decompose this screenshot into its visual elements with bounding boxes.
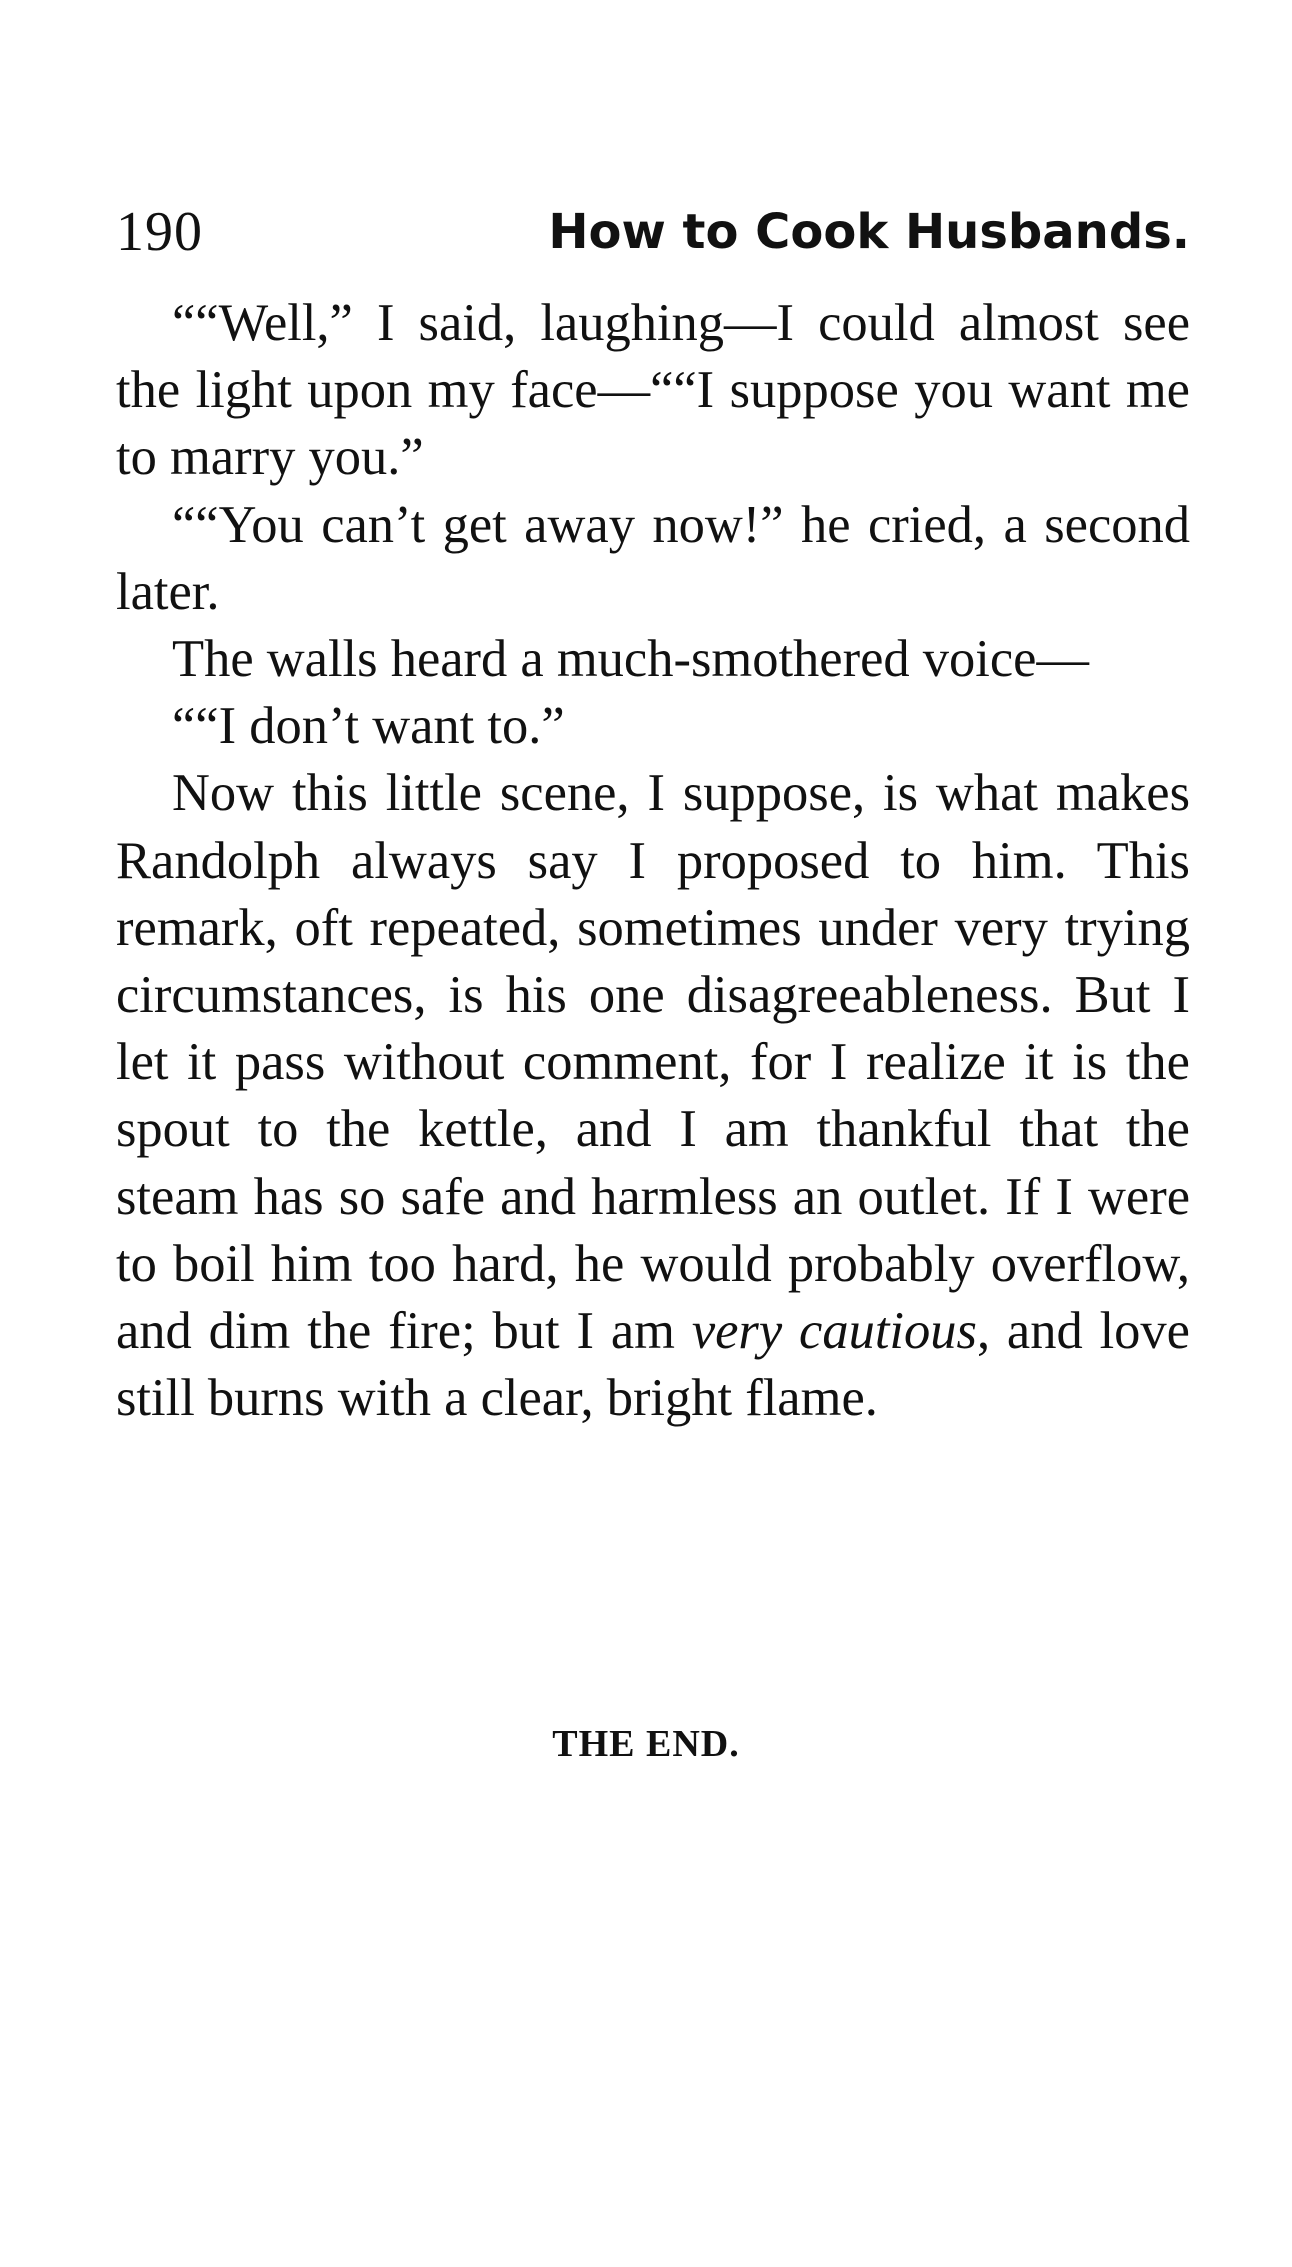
paragraph-5-text-before: Now this little scene, I suppose, is what makes Randolph always say I proposed to him. This remark, oft repeated, sometimes under very trying circumstances, is his one disagreeableness. But I let it pass without comment, for I realize it is the spout to the kettle, and I am thankful that the steam has so safe and harmless an outlet. If I were to boil him too hard, he would probably overflow, and dim the fire; but I am (116, 764, 1190, 1361)
paragraph-3: The walls heard a much-smothered voice— (172, 630, 1089, 689)
paragraph-5-italic-text: very cautious (691, 1302, 977, 1361)
paragraph-2: ““You can’t get away now!” he cried, a second later. (116, 495, 1190, 621)
body-text (116, 290, 1190, 1432)
page-number: 190 (116, 201, 203, 263)
paragraph-5 (116, 760, 1190, 1432)
the-end-label: THE END. (552, 1723, 740, 1765)
paragraph-4: ““I don’t want to.” (172, 697, 565, 756)
page-header (116, 198, 1190, 268)
paragraph-1: ““Well,” I said, laughing—I could almost see the light upon my face—““I suppose you want me to marry you.” (116, 294, 1190, 487)
running-head: How to Cook Husbands. (548, 204, 1190, 260)
paragraph-5-text-after: , and love still burns with a clear, bright flame. (116, 1302, 1190, 1428)
